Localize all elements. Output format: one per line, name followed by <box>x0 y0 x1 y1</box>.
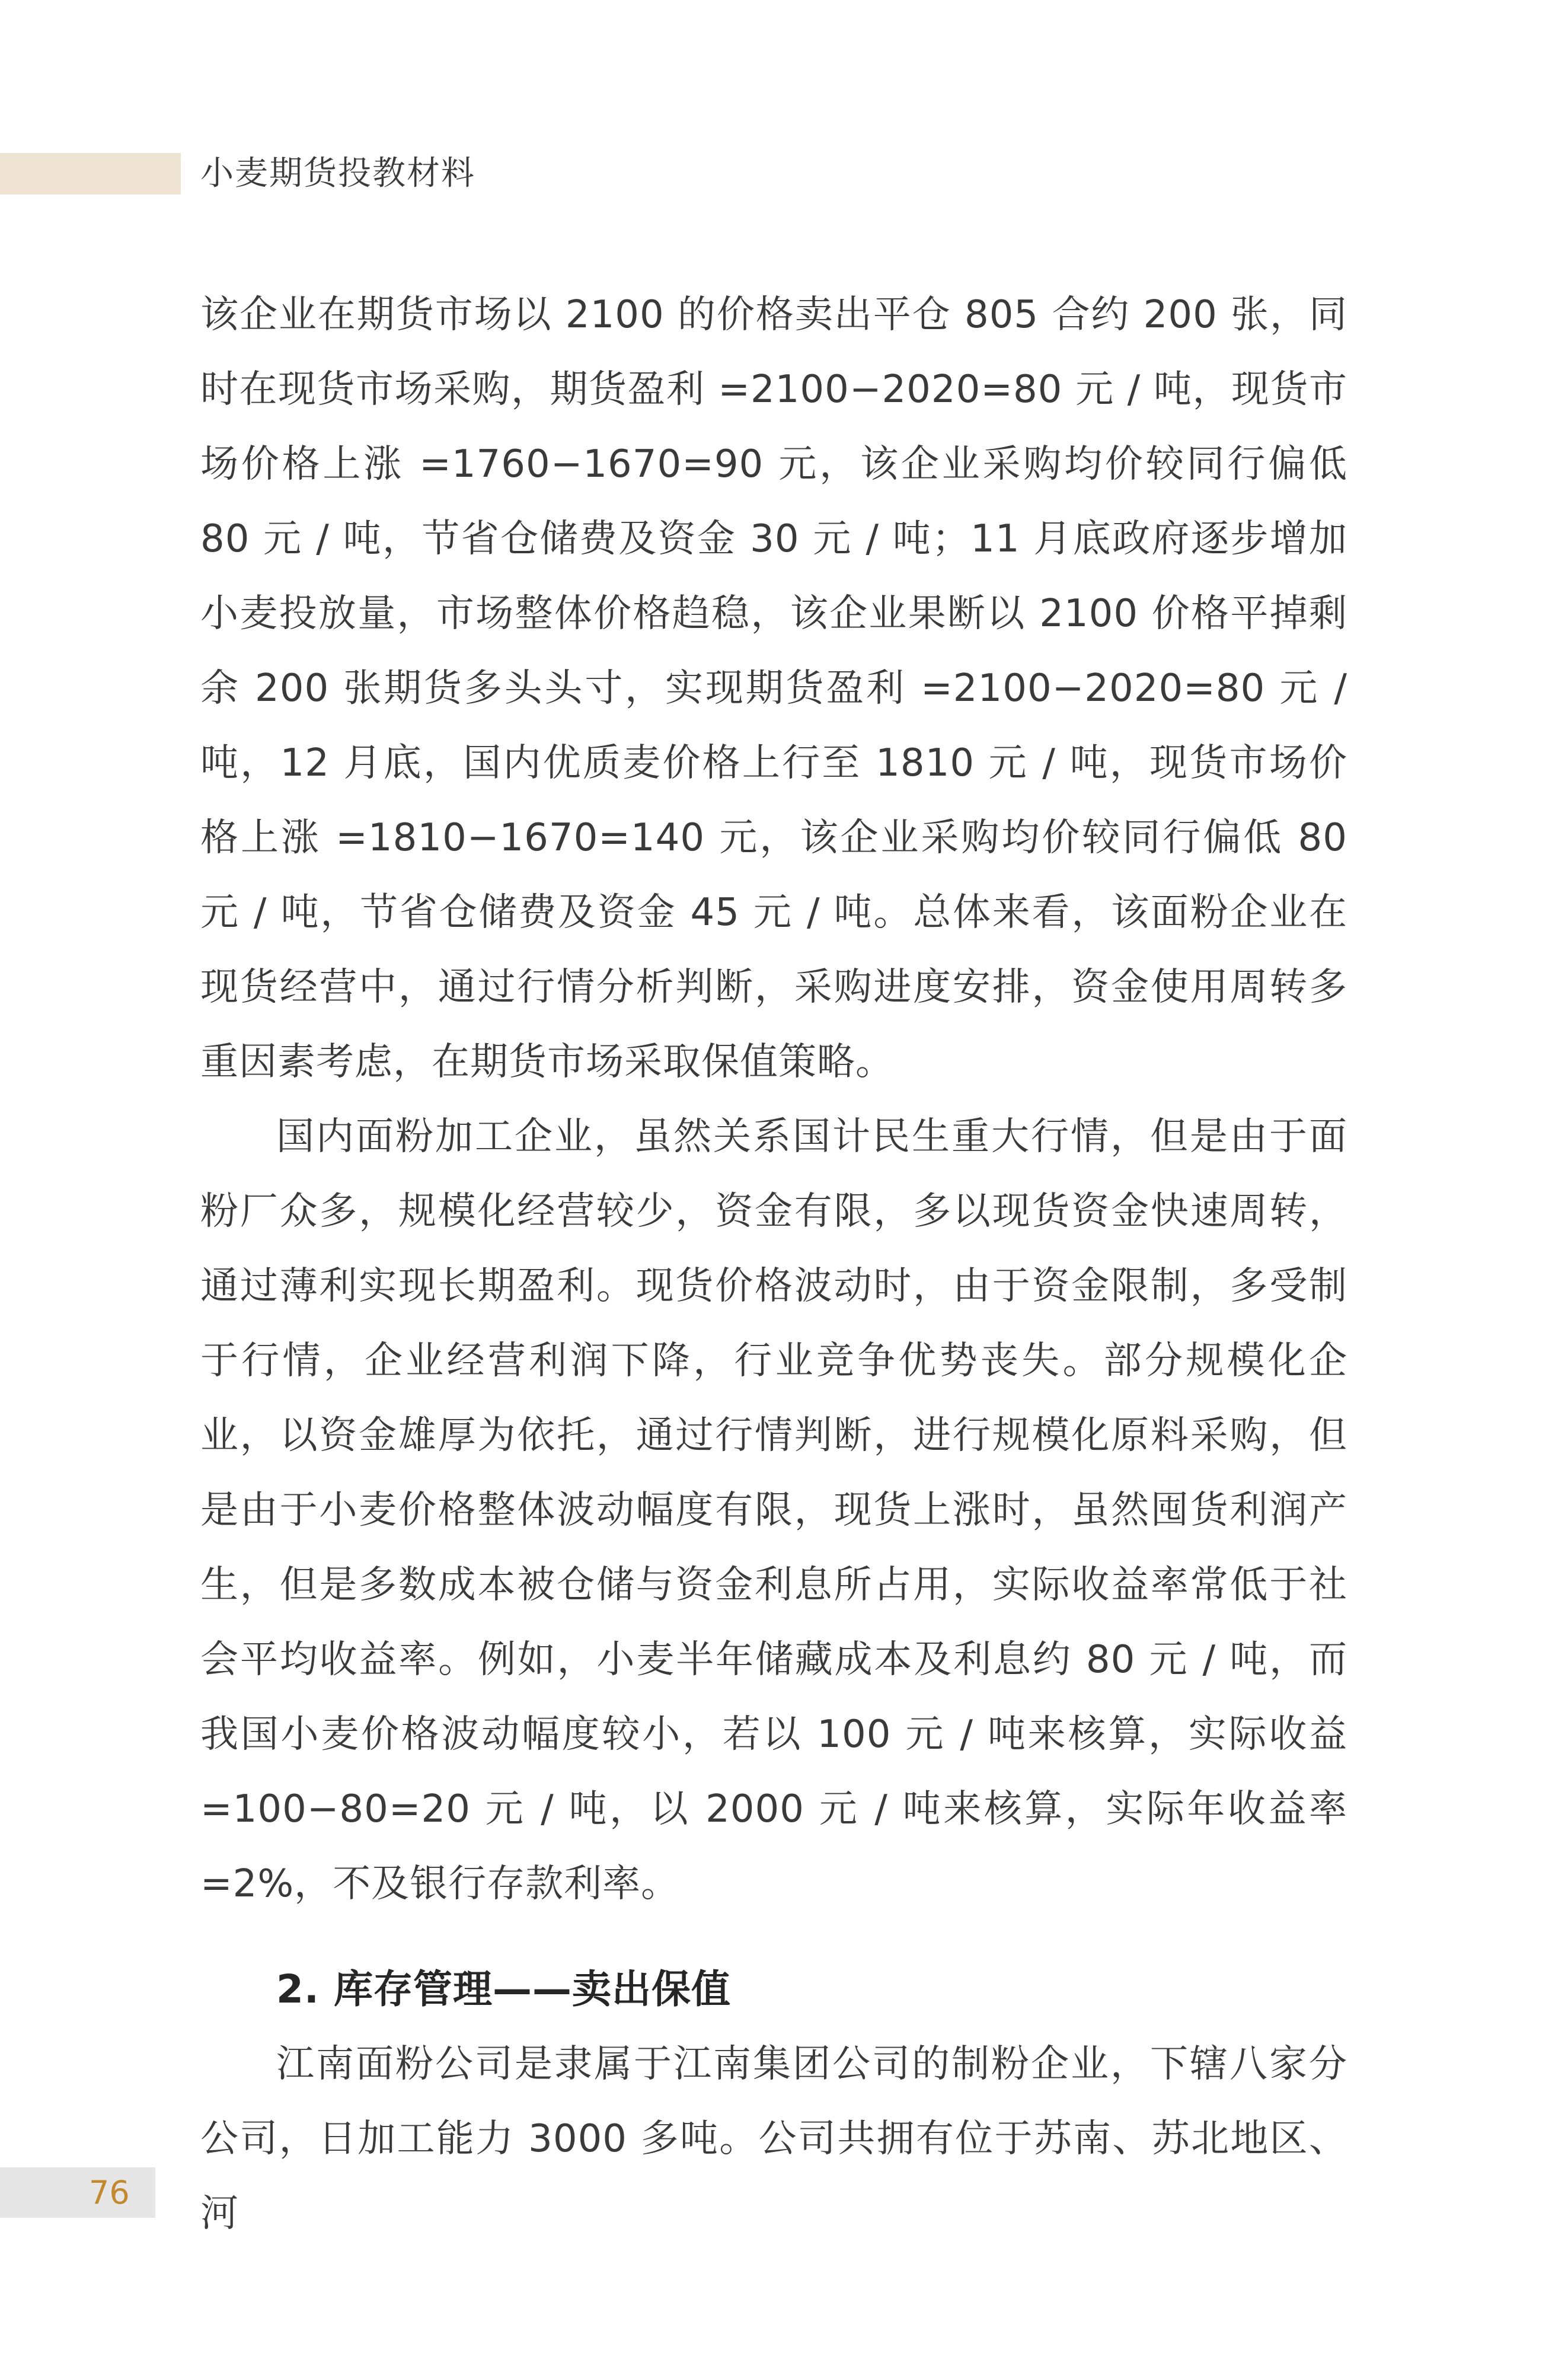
page-number: 76 <box>89 2174 130 2211</box>
paragraph-3: 江南面粉公司是隶属于江南集团公司的制粉企业，下辖八家分公司，日加工能力 3000 多吨。公司共拥有位于苏南、苏北地区、河 <box>200 2042 1347 2236</box>
section-heading: 2. 库存管理——卖出保值 <box>276 1966 731 2012</box>
paragraph-1: 该企业在期货市场以 2100 的价格卖出平仓 805 合约 200 张，同时在现货市场采购，期货盈利 =2100−2020=80 元 / 吨，现货市场价格上涨 =1760−1670=90 元，该企业采购均价较同行偏低 80 元 / 吨，节省仓储费及资金 30 元 / 吨；11 月底政府逐步增加小麦投放量，市场整体价格趋稳，该企业果断以 2100 价格平掉剩余 200 张期货多头头寸，实现期货盈利 =2100−2020=80 元 / 吨，12 月底，国内优质麦价格上行至 1810 元 / 吨，现货市场价格上涨 =1810−1670=140 元，该企业采购均价较同行偏低 80 元 / 吨，节省仓储费及资金 45 元 / 吨。总体来看，该面粉企业在现货经营中，通过行情分析判断，采购进度安排，资金使用周转多重因素考虑，在期货市场采取保值策略。 <box>200 293 1347 1084</box>
header-accent-band <box>0 153 181 195</box>
paragraph-2: 国内面粉加工企业，虽然关系国计民生重大行情，但是由于面粉厂众多，规模化经营较少，资金有限，多以现货资金快速周转，通过薄利实现长期盈利。现货价格波动时，由于资金限制，多受制于行情，企业经营利润下降，行业竞争优势丧失。部分规模化企业，以资金雄厚为依托，通过行情判断，进行规模化原料采购，但是由于小麦价格整体波动幅度有限，现货上涨时，虽然囤货利润产生，但是多数成本被仓储与资金利息所占用，实际收益率常低于社会平均收益率。例如，小麦半年储藏成本及利息约 80 元 / 吨，而我国小麦价格波动幅度较小，若以 100 元 / 吨来核算，实际收益 =100−80=20 元 / 吨，以 2000 元 / 吨来核算，实际年收益率 =2%，不及银行存款利率。 <box>200 1115 1347 1906</box>
body-text <box>200 278 1347 2251</box>
running-title: 小麦期货投教材料 <box>200 154 475 193</box>
page-number-band <box>0 2167 155 2218</box>
